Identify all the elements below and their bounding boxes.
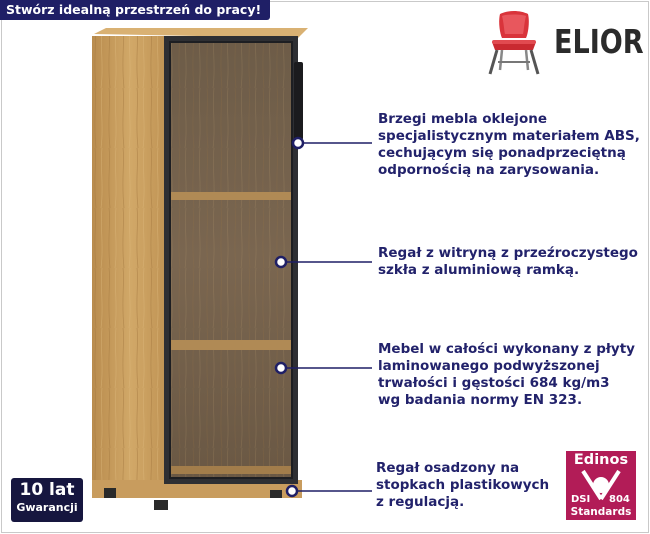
warranty-badge xyxy=(11,478,83,522)
certificate-standard: Standards xyxy=(570,506,632,518)
annotation-line: trwałości i gęstości 684 kg/m3 xyxy=(378,375,610,391)
brand-name: ELIOR xyxy=(554,22,644,61)
annotation-line: odpornością na zarysowania. xyxy=(378,162,600,178)
annotation-line: cechującym się ponadprzeciętną xyxy=(378,145,626,161)
annotation-line: Regał z witryną z przeźroczystego xyxy=(378,245,638,261)
certificate-left-code: DSI xyxy=(571,494,591,505)
annotation-line: wg badania normy EN 323. xyxy=(378,392,583,408)
annotation-line: Mebel w całości wykonany z płyty xyxy=(378,341,635,357)
annotation-edges xyxy=(378,111,648,179)
annotation-line: laminowanego podwyższonej xyxy=(378,358,600,374)
promo-banner-text: Stwórz idealną przestrzeń do pracy! xyxy=(6,2,262,17)
annotation-glass xyxy=(378,245,648,279)
certificate-badge xyxy=(566,451,636,520)
annotation-line: specjalistycznym materiałem ABS, xyxy=(378,128,640,144)
certificate-right-code: 804 xyxy=(609,494,630,505)
annotation-board xyxy=(378,341,648,409)
chair-icon xyxy=(490,11,538,74)
annotation-line: szkła z aluminiową ramką. xyxy=(378,262,580,278)
annotation-line: Regał osadzony na xyxy=(376,460,520,476)
annotation-line: Brzegi mebla oklejone xyxy=(378,111,547,127)
annotation-line: z regulacją. xyxy=(376,494,465,510)
annotation-line: stopkach plastikowych xyxy=(376,477,550,493)
warranty-label: Gwarancji xyxy=(16,501,78,514)
promo-banner xyxy=(0,0,270,20)
warranty-years: 10 lat xyxy=(19,480,75,500)
cabinet-illustration xyxy=(92,28,314,512)
annotation-feet xyxy=(376,460,566,511)
certificate-brand: Edinos xyxy=(573,452,629,468)
certificate-emblem-icon xyxy=(569,469,633,505)
